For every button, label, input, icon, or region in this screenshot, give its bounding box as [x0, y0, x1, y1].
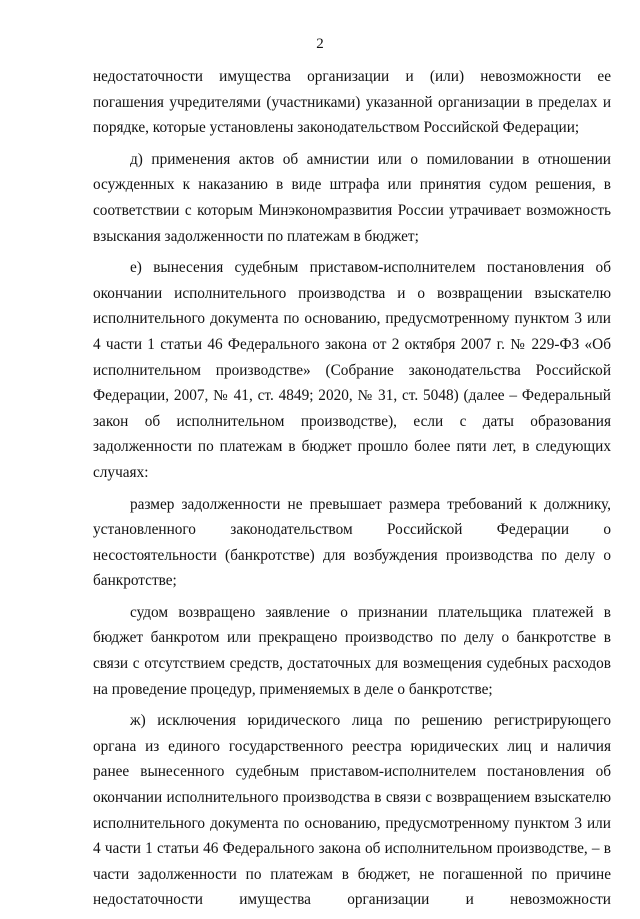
document-body — [93, 64, 611, 919]
paragraph-item-e: е) вынесения судебным приставом-исполнителем постановления об окончании исполнительного производства и о возвращении взыскателю исполнительного документа по основанию, предусмотренному пунктом 3 или 4 части 1 статьи 46 Федерального закона от 2 октября 2007 г. № 229-ФЗ «Об исполнительном производстве» (Собрание законодательства Российской Федерации, 2007, № 41, ст. 4849; 2020, № 31, ст. 5048) (далее – Федеральный закон об исполнительном производстве), если с даты образования задолженности по платежам в бюджет прошло более пяти лет, в следующих случаях: — [93, 259, 611, 481]
page-number: 2 — [316, 36, 324, 52]
paragraph-continuation: недостаточности имущества организации и (или) невозможности ее погашения учредителями (участниками) указанной организации в пределах и порядке, которые установлены законодательством Российской Федерации; — [93, 68, 611, 137]
paragraph-subcase-debt-size: размер задолженности не превышает размера требований к должнику, установленного законодательством Российской Федерации о несостоятельности (банкротстве) для возбуждения производства по делу о банкротстве; — [93, 495, 611, 590]
paragraph-item-zh: ж) исключения юридического лица по решению регистрирующего органа из единого государственного реестра юридических лиц и наличия ранее вынесенного судебным приставом-исполнителем постановления об окончании исполнительного производства в связи с возвращением взыскателю исполнительного документа по основанию, предусмотренному пунктом 3 или 4 части 1 статьи 46 Федерального закона об исполнительном производстве, – в части задолженности по платежам в бюджет, не погашенной по причине недостаточности имущества организации и невозможности — [93, 712, 611, 909]
paragraph-item-d: д) применения актов об амнистии или о помиловании в отношении осужденных к наказанию в виде штрафа или принятия судом решения, в соответствии с которым Минэкономразвития России утрачивает возможность взыскания задолженности по платежам в бюджет; — [93, 150, 611, 245]
paragraph-subcase-court-return: судом возвращено заявление о признании плательщика платежей в бюджет банкротом или прекращено производство по делу о банкротстве в связи с отсутствием средств, достаточных для возмещения судебных расходов на проведение процедур, применяемых в деле о банкротстве; — [93, 603, 611, 698]
